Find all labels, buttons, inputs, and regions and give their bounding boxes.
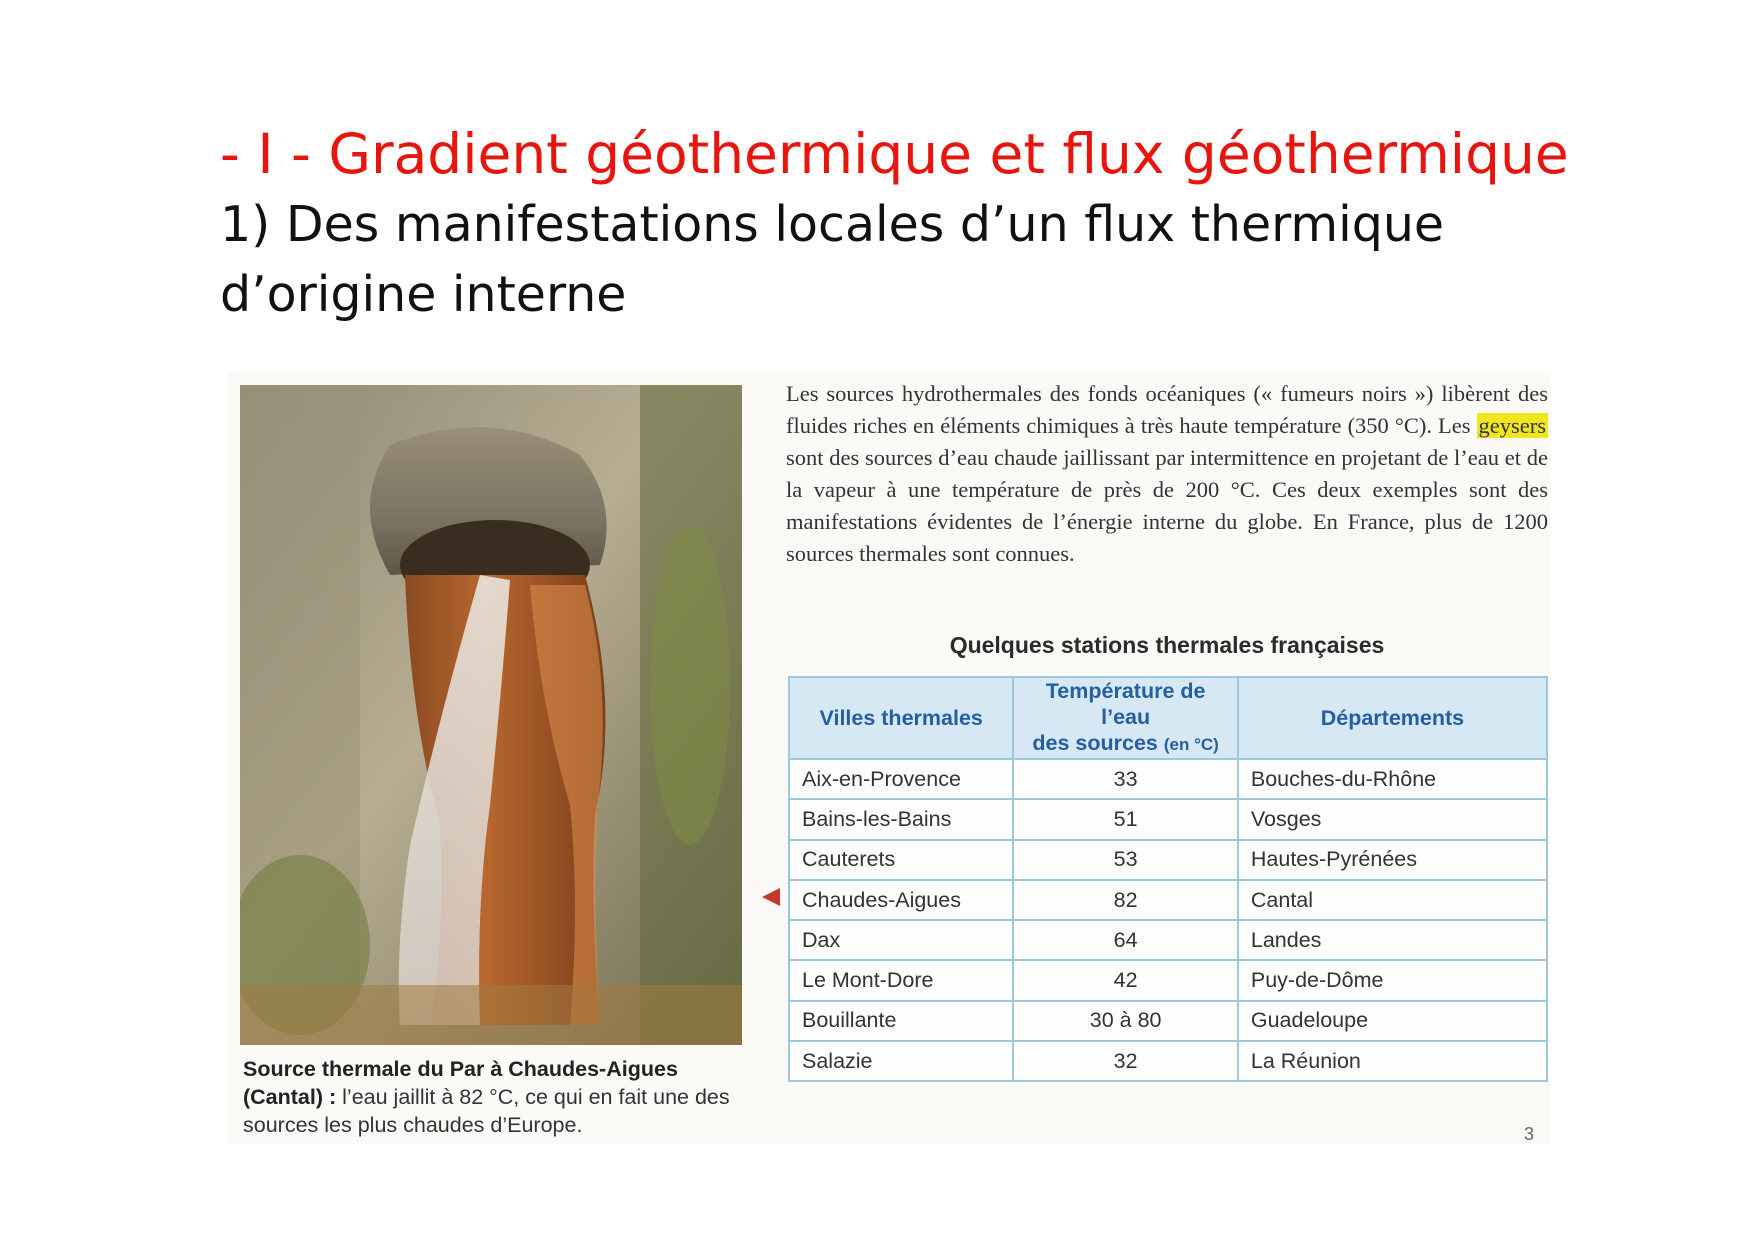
red-triangle-marker-icon bbox=[762, 888, 780, 906]
cell-ville: Bouillante bbox=[789, 1001, 1013, 1041]
thermal-spring-photo bbox=[240, 385, 742, 1045]
cell-ville: Dax bbox=[789, 920, 1013, 960]
header-temperature bbox=[1013, 677, 1238, 759]
table-row bbox=[789, 759, 1547, 799]
thermal-stations-table bbox=[788, 676, 1548, 1082]
cell-ville: Aix-en-Provence bbox=[789, 759, 1013, 799]
table-row bbox=[789, 880, 1547, 920]
table-row bbox=[789, 799, 1547, 839]
thermal-spring-illustration bbox=[240, 385, 742, 1045]
cell-ville: Salazie bbox=[789, 1041, 1013, 1081]
cell-temperature: 33 bbox=[1013, 759, 1238, 799]
cell-departement: La Réunion bbox=[1238, 1041, 1547, 1081]
slide-title: - I - Gradient géothermique et flux géothermique bbox=[220, 122, 1569, 186]
cell-departement: Puy-de-Dôme bbox=[1238, 960, 1547, 1000]
textbook-figure bbox=[228, 372, 1550, 1144]
intro-paragraph bbox=[786, 378, 1548, 570]
cell-temperature: 30 à 80 bbox=[1013, 1001, 1238, 1041]
cell-temperature: 64 bbox=[1013, 920, 1238, 960]
cell-ville: Bains-les-Bains bbox=[789, 799, 1013, 839]
caption-text: l’eau jaillit à 82 °C, ce qui en fait une des sources les plus chaudes d’Europe. bbox=[243, 1085, 730, 1137]
highlighted-word: geysers bbox=[1478, 413, 1546, 438]
table-title: Quelques stations thermales françaises bbox=[949, 632, 1385, 658]
slide-subtitle-line-1: 1) Des manifestations locales d’un flux thermique bbox=[220, 196, 1445, 253]
slide-subtitle bbox=[220, 190, 1600, 330]
photo-caption bbox=[243, 1055, 763, 1139]
cell-departement: Bouches-du-Rhône bbox=[1238, 759, 1547, 799]
header-temperature-line-2: des sources bbox=[1032, 731, 1158, 755]
cell-temperature: 32 bbox=[1013, 1041, 1238, 1081]
header-villes: Villes thermales bbox=[789, 677, 1013, 759]
slide-title-block bbox=[220, 118, 1600, 330]
header-departements: Départements bbox=[1238, 677, 1547, 759]
slide-subtitle-line-2: d’origine interne bbox=[220, 266, 627, 323]
page-number: 3 bbox=[1524, 1124, 1535, 1144]
cell-ville: Le Mont-Dore bbox=[789, 960, 1013, 1000]
table-row bbox=[789, 920, 1547, 960]
cell-temperature: 82 bbox=[1013, 880, 1238, 920]
paragraph-text-before: Les sources hydrothermales des fonds océaniques (« fumeurs noirs ») libèrent des fluides riches en éléments chimiques à très haute température (350 °C). Les bbox=[786, 381, 1548, 438]
table-header-row bbox=[789, 677, 1547, 759]
cell-departement: Landes bbox=[1238, 920, 1547, 960]
table-row bbox=[789, 960, 1547, 1000]
paragraph-text-after: sont des sources d’eau chaude jaillissant par intermittence en projetant de l’eau et de la vapeur à une température de près de 200 °C. Ces deux exemples sont des manifestations évidentes de l’énergie interne du globe. En France, plus de 1200 sources thermales sont connues. bbox=[786, 445, 1548, 566]
cell-departement: Cantal bbox=[1238, 880, 1547, 920]
cell-ville: Cauterets bbox=[789, 840, 1013, 880]
cell-temperature: 51 bbox=[1013, 799, 1238, 839]
cell-ville: Chaudes-Aigues bbox=[789, 880, 1013, 920]
cell-temperature: 53 bbox=[1013, 840, 1238, 880]
cell-temperature: 42 bbox=[1013, 960, 1238, 1000]
header-temperature-line-1: Température de l’eau bbox=[1045, 679, 1206, 729]
cell-departement: Hautes-Pyrénées bbox=[1238, 840, 1547, 880]
header-temperature-unit: (en °C) bbox=[1163, 735, 1219, 754]
cell-departement: Guadeloupe bbox=[1238, 1001, 1547, 1041]
caption-lead: Source thermale du Par à Chaudes-Aigues (Cantal) : bbox=[243, 1057, 678, 1109]
table-row bbox=[789, 1041, 1547, 1081]
table-row bbox=[789, 840, 1547, 880]
table-row bbox=[789, 1001, 1547, 1041]
cell-departement: Vosges bbox=[1238, 799, 1547, 839]
